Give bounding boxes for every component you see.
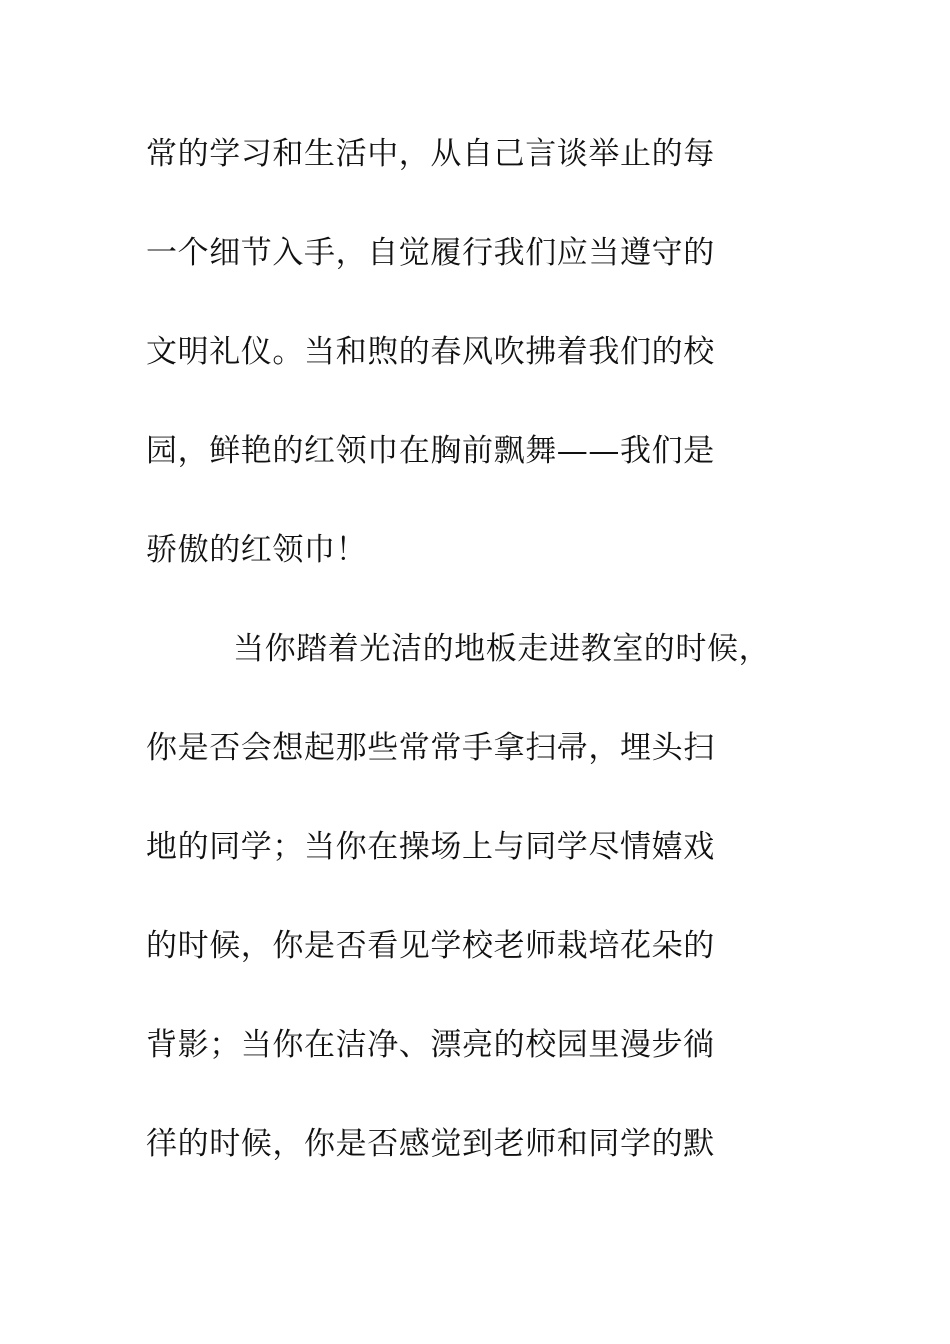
text-line: 的时候，你是否看见学校老师栽培花朵的: [146, 928, 715, 964]
text-line: 一个细节入手，自觉履行我们应当遵守的: [146, 235, 715, 271]
text-line: 常的学习和生活中，从自己言谈举止的每: [146, 136, 715, 172]
text-line: 你是否会想起那些常常手拿扫帚，埋头扫: [146, 730, 715, 766]
text-line: 背影；当你在洁净、漂亮的校园里漫步徜: [146, 1027, 715, 1063]
text-line: 骄傲的红领巾！: [146, 532, 368, 568]
paragraph-start-line: 当你踏着光洁的地板走进教室的时候，: [233, 631, 771, 667]
text-line: 地的同学；当你在操场上与同学尽情嬉戏: [146, 829, 715, 865]
text-line: 园，鲜艳的红领巾在胸前飘舞——我们是: [146, 433, 715, 469]
text-line: 徉的时候，你是否感觉到老师和同学的默: [146, 1126, 715, 1162]
text-line: 文明礼仪。当和煦的春风吹拂着我们的校: [146, 334, 715, 370]
